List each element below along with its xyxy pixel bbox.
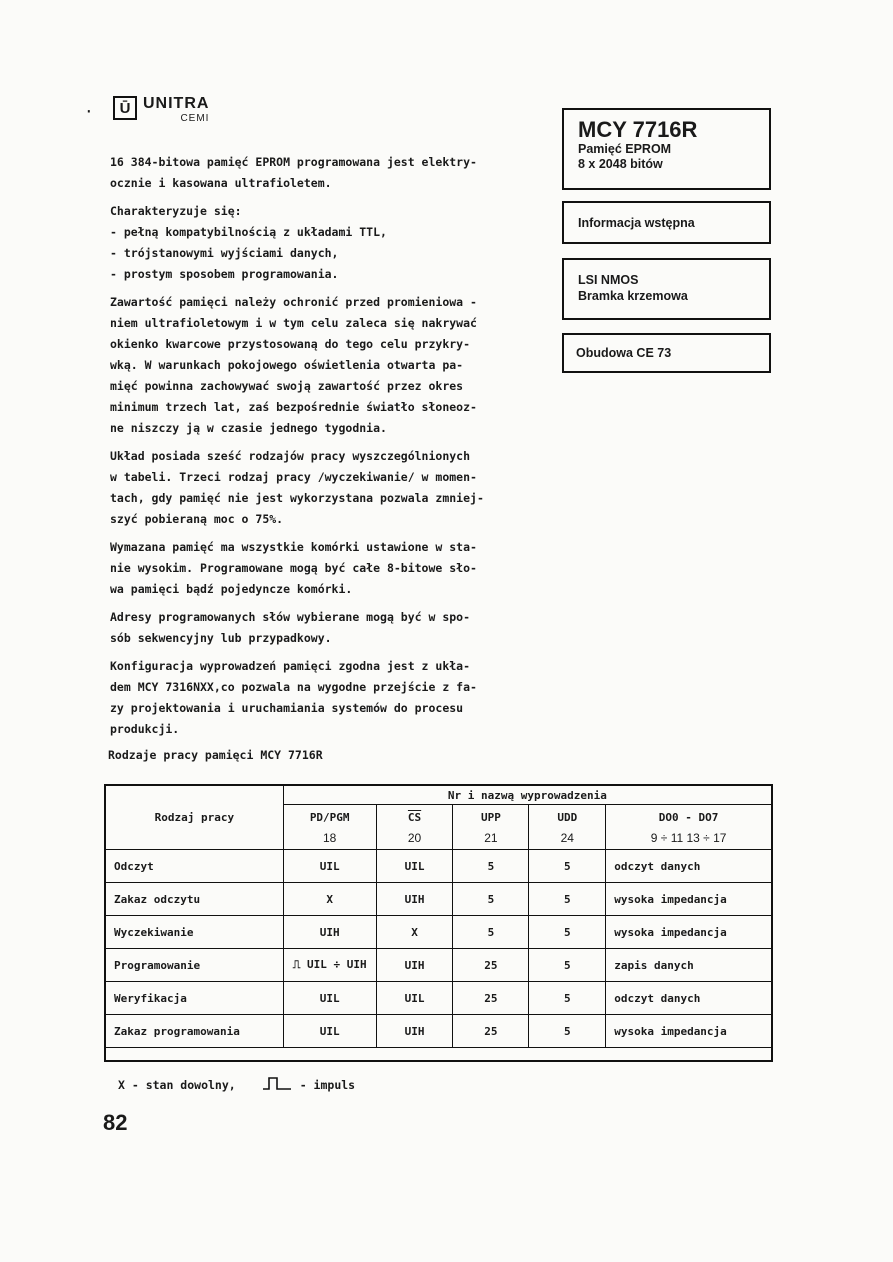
pin-col-udd: [529, 805, 606, 850]
paragraph: Konfiguracja wyprowadzeń pamięci zgodna jest z ukła- dem MCY 7316NXX,co pozwala na wygodne przejście z fa- zy projektowania i uruchamiania systemów do procesu produkcji.: [110, 659, 477, 736]
out-cell: odczyt danych: [606, 850, 772, 883]
mode-cell: Zakaz programowania: [106, 1015, 284, 1048]
pin-num: 21: [484, 831, 498, 845]
pulse-icon: [262, 1076, 292, 1093]
unitra-logo-icon: Ū: [113, 96, 137, 120]
table-row: [106, 850, 772, 883]
upp-cell: 25: [453, 1015, 529, 1048]
pin-col-pd: [283, 805, 376, 850]
table-row: [106, 1015, 772, 1048]
paragraph: Zawartość pamięci należy ochronić przed promieniowa - niem ultrafioletowym i w tym celu zaleca się nakrywać okienko kwarcowe przystosowaną do tego celu przykry- wką. W warunkach pokojowego oświetlenia otwarta pa- mięć powinna zachowywać swoją zawartość przez okres minimum trzech lat, zaś bezpośrednie światło słoneoz- ne niszczy ją w czasie jednego tygodnia.: [110, 295, 477, 435]
package-box: [562, 333, 771, 373]
cs-cell: UIH: [376, 883, 453, 916]
table-row: [106, 883, 772, 916]
upp-cell: 5: [453, 916, 529, 949]
upp-cell: 5: [453, 883, 529, 916]
out-cell: wysoka impedancja: [606, 916, 772, 949]
pin-name: UDD: [557, 811, 578, 824]
pin-num: 18: [323, 831, 337, 845]
modes-table: [105, 785, 772, 1048]
cs-cell: X: [376, 916, 453, 949]
mode-cell: Weryfikacja: [106, 982, 284, 1015]
mode-cell: Zakaz odczytu: [106, 883, 284, 916]
paragraph: Charakteryzuje się: - pełną kompatybilnością z układami TTL, - trójstanowymi wyjściami danych, - prostym sposobem programowania.: [110, 204, 387, 281]
legend-x: X - stan dowolny,: [118, 1077, 236, 1092]
mode-cell: Wyczekiwanie: [106, 916, 284, 949]
pd-cell: UIL: [283, 850, 376, 883]
cs-cell: UIL: [376, 850, 453, 883]
pin-num: 20: [407, 831, 422, 845]
pin-col-upp: [453, 805, 529, 850]
legend-pulse: - impuls: [299, 1077, 356, 1092]
pin-col-cs: [376, 805, 453, 850]
logo-sub: CEMI: [180, 113, 210, 124]
package-label: Obudowa CE 73: [576, 346, 672, 360]
model-name: MCY 7716R: [578, 117, 698, 142]
tech-box: [562, 258, 771, 320]
pin-header: Nr i nazwą wyprowadzenia: [283, 786, 771, 805]
pd-cell: UIH: [283, 916, 376, 949]
pin-num: 9 ÷ 11 13 ÷ 17: [650, 831, 727, 845]
upp-cell: 25: [453, 982, 529, 1015]
table-row: [106, 949, 772, 982]
udd-cell: 5: [529, 850, 606, 883]
tech-line-1: LSI NMOS: [578, 273, 639, 287]
mode-cell: Programowanie: [106, 949, 284, 982]
mode-header: Rodzaj pracy: [106, 786, 284, 850]
udd-cell: 5: [529, 1015, 606, 1048]
cs-cell: UIL: [376, 982, 453, 1015]
page-number: 82: [103, 1110, 128, 1135]
udd-cell: 5: [529, 982, 606, 1015]
logo-brand: UNITRA: [143, 95, 210, 112]
upp-cell: 25: [453, 949, 529, 982]
table-caption: Rodzaje pracy pamięci MCY 7716R: [108, 748, 323, 762]
cs-cell: UIH: [376, 949, 453, 982]
unitra-logo: [113, 96, 209, 124]
paragraph: Wymazana pamięć ma wszystkie komórki ustawione w sta- nie wysokim. Programowane mogą być całe 8-bitowe sło- wa pamięci bądź pojedyncze komórki.: [110, 540, 477, 596]
pin-name: $\overline{CS}$: [407, 811, 422, 824]
model-type: Pamięć EPROM: [578, 142, 672, 156]
pin-name: DO0 - DO7: [658, 811, 719, 824]
model-org: 8 x 2048 bitów: [578, 157, 663, 171]
tech-line-2: Bramka krzemowa: [578, 289, 688, 303]
pd-cell: UIL: [283, 1015, 376, 1048]
paragraph: Układ posiada sześć rodzajów pracy wyszczególnionych w tabeli. Trzeci rodzaj pracy /wyczekiwanie/ w momen- tach, gdy pamięć nie jest wykorzystana pozwala zmniej- szyć pobieraną moc o 75%.: [110, 449, 484, 526]
out-cell: zapis danych: [606, 949, 772, 982]
out-cell: wysoka impedancja: [606, 1015, 772, 1048]
table-legend: [118, 1076, 355, 1093]
udd-cell: 5: [529, 883, 606, 916]
out-cell: odczyt danych: [606, 982, 772, 1015]
mode-cell: Odczyt: [106, 850, 284, 883]
bullet-mark: ·: [84, 102, 94, 121]
udd-cell: 5: [529, 949, 606, 982]
pin-col-do: [606, 805, 772, 850]
info-label: Informacja wstępna: [578, 216, 695, 230]
pin-num: 24: [560, 831, 574, 845]
info-box: [562, 201, 771, 244]
model-box: [562, 108, 771, 190]
cs-cell: UIH: [376, 1015, 453, 1048]
udd-cell: 5: [529, 916, 606, 949]
paragraph: Adresy programowanych słów wybierane mogą być w spo- sób sekwencyjny lub przypadkowy.: [110, 610, 471, 645]
table-row: [106, 916, 772, 949]
upp-cell: 5: [453, 850, 529, 883]
pd-cell: X: [283, 883, 376, 916]
intro-text: [110, 152, 530, 747]
out-cell: wysoka impedancja: [606, 883, 772, 916]
table-row: [106, 982, 772, 1015]
pd-cell: ⎍ UIL ÷ UIH: [283, 949, 376, 982]
pin-name: UPP: [480, 811, 501, 824]
paragraph: 16 384-bitowa pamięć EPROM programowana jest elektry- ocznie i kasowana ultrafioletem.: [110, 155, 477, 190]
pin-name: PD/PGM: [309, 811, 350, 824]
pd-cell: UIL: [283, 982, 376, 1015]
